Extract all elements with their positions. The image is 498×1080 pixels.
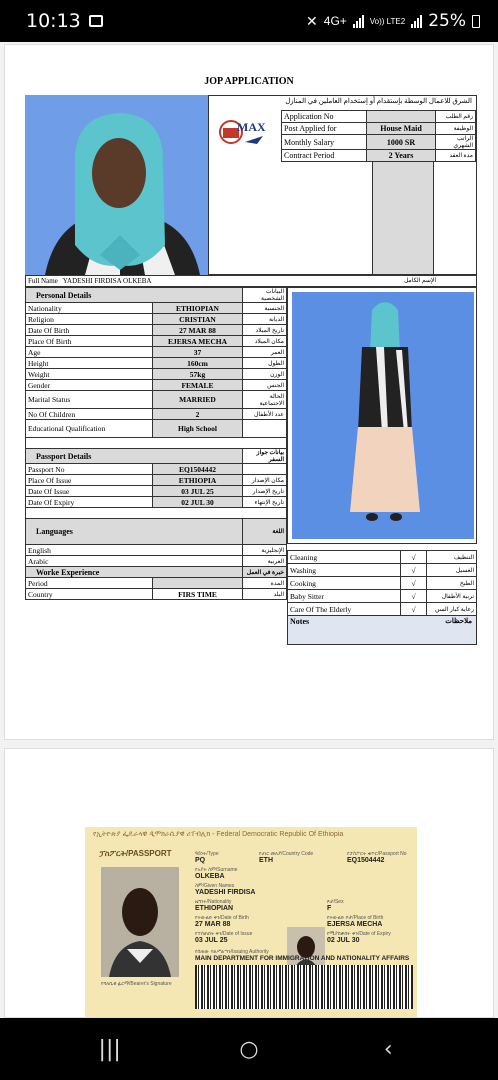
field-label-ar: رقم الطلب bbox=[436, 111, 476, 123]
detail-row bbox=[26, 391, 287, 409]
status-icons bbox=[306, 11, 480, 31]
sex-label: ጾታ/Sex bbox=[327, 899, 344, 905]
detail-label: Date Of Birth bbox=[26, 325, 153, 336]
arabic-header: الشرق للاعمال الوسطة بإستقدام أو إستخدام العاملين في المنازل bbox=[285, 97, 472, 105]
full-body-photo bbox=[287, 287, 477, 544]
navigation-bar bbox=[0, 1018, 498, 1080]
detail-label: Place Of Issue bbox=[26, 475, 153, 486]
detail-label: Marital Status bbox=[26, 391, 153, 409]
spacer-row bbox=[26, 438, 287, 449]
application-table bbox=[281, 110, 476, 162]
detail-row bbox=[26, 358, 287, 369]
detail-value: 37 bbox=[153, 347, 243, 358]
language-label: English bbox=[26, 545, 243, 556]
application-row bbox=[282, 111, 476, 123]
detail-label-ar: تاريخ الإنتهاء bbox=[243, 497, 287, 508]
document-title: JOP APPLICATION bbox=[204, 76, 294, 87]
full-name-label: Full Name bbox=[28, 277, 58, 285]
detail-row bbox=[26, 497, 287, 508]
detail-value: 03 JUL 25 bbox=[153, 486, 243, 497]
detail-label-ar: المدة bbox=[243, 578, 287, 589]
detail-value: 02 JUL 30 bbox=[153, 497, 243, 508]
detail-label-ar: مكان الإصدار bbox=[243, 475, 287, 486]
application-info-box bbox=[208, 95, 477, 275]
detail-value: MARRIED bbox=[153, 391, 243, 409]
personal-details-title-ar: البيانات الشخصية bbox=[243, 288, 287, 303]
full-name-value: YADESHI FIRDISA OLKEBA bbox=[62, 277, 152, 285]
detail-row bbox=[26, 486, 287, 497]
skill-row bbox=[288, 564, 477, 577]
agency-logo bbox=[217, 114, 265, 154]
detail-row bbox=[26, 578, 287, 589]
passport-page[interactable] bbox=[4, 748, 494, 1018]
passport-nationality: ETHIOPIAN bbox=[195, 905, 234, 912]
languages-title: Languages bbox=[26, 519, 243, 545]
detail-row bbox=[26, 380, 287, 391]
status-bar bbox=[0, 0, 498, 42]
detail-value bbox=[153, 578, 243, 589]
section-header bbox=[26, 449, 287, 464]
languages-title-ar: اللغة bbox=[243, 519, 287, 545]
detail-label: Weight bbox=[26, 369, 153, 380]
section-header bbox=[26, 567, 287, 578]
detail-value: FIRS TIME bbox=[153, 589, 243, 600]
skill-label-ar: الطبخ bbox=[427, 577, 477, 590]
notes-label: Notes bbox=[290, 617, 310, 626]
surname-label: የአያት ስም/Surname bbox=[195, 867, 238, 873]
detail-label-ar bbox=[243, 420, 287, 438]
field-label-ar: مدة العقد bbox=[436, 150, 476, 162]
network-type: 4G+ bbox=[323, 14, 347, 28]
passport-doc-label: ፓስፖርት/PASSPORT bbox=[99, 849, 172, 858]
detail-label: Date Of Issue bbox=[26, 486, 153, 497]
skill-label: Baby Sitter bbox=[288, 590, 401, 603]
work-experience-title-ar: خبرة في العمل bbox=[243, 567, 287, 578]
skill-row bbox=[288, 590, 477, 603]
country-code-label: የሀገር መለያ/Country Code bbox=[259, 851, 314, 857]
detail-label-ar: الوزن bbox=[243, 369, 287, 380]
detail-row bbox=[26, 409, 287, 420]
skill-label: Care Of The Elderly bbox=[288, 603, 401, 616]
detail-value: 2 bbox=[153, 409, 243, 420]
passport-details-title: Passport Details bbox=[26, 449, 243, 464]
passport-dob: 27 MAR 88 bbox=[195, 921, 231, 928]
detail-label-ar: البلد bbox=[243, 589, 287, 600]
recent-apps-icon[interactable]: ||| bbox=[98, 1036, 121, 1062]
field-value: 1000 SR bbox=[367, 135, 436, 150]
home-icon[interactable]: ○ bbox=[239, 1036, 259, 1062]
personal-details-title: Personal Details bbox=[26, 288, 243, 303]
detail-label: Place Of Birth bbox=[26, 336, 153, 347]
skill-row bbox=[288, 577, 477, 590]
skill-row bbox=[288, 603, 477, 616]
language-label-ar: الإنجليزية bbox=[243, 545, 287, 556]
field-label-ar: الراتب الشهري bbox=[436, 135, 476, 150]
gallery-notification-icon bbox=[89, 15, 103, 27]
detail-value: 27 MAR 88 bbox=[153, 325, 243, 336]
skill-check: √ bbox=[401, 590, 427, 603]
language-label: Arabic bbox=[26, 556, 243, 567]
detail-value: 57kg bbox=[153, 369, 243, 380]
language-row bbox=[26, 545, 287, 556]
field-value: 2 Years bbox=[367, 150, 436, 162]
application-row bbox=[282, 123, 476, 135]
detail-row bbox=[26, 336, 287, 347]
notes-label-ar: ملاحظات bbox=[445, 617, 472, 625]
detail-label: Date Of Expiry bbox=[26, 497, 153, 508]
skill-label-ar: تربية الأطفال bbox=[427, 590, 477, 603]
detail-label-ar: الطول bbox=[243, 358, 287, 369]
detail-label: Educational Qualification bbox=[26, 420, 153, 438]
section-header bbox=[26, 519, 287, 545]
details-table bbox=[25, 287, 287, 600]
detail-label-ar: مكان الميلاد bbox=[243, 336, 287, 347]
mute-icon: ✕ bbox=[306, 12, 318, 29]
skill-label: Cooking bbox=[288, 577, 401, 590]
field-value bbox=[367, 111, 436, 123]
skill-row bbox=[288, 551, 477, 564]
detail-value: ETHIOPIA bbox=[153, 475, 243, 486]
passport-no-label: የፓስፖርት ቁጥር/Passport No bbox=[347, 851, 407, 857]
passport-authority: MAIN DEPARTMENT FOR IMMIGRATION AND NATIONALITY AFFAIRS bbox=[195, 955, 410, 962]
passport-number: EQ1504442 bbox=[347, 857, 385, 864]
detail-label-ar: العمر bbox=[243, 347, 287, 358]
detail-label: Period bbox=[26, 578, 153, 589]
language-row bbox=[26, 556, 287, 567]
passport-pob: EJERSA MECHA bbox=[327, 921, 383, 928]
full-name-row bbox=[25, 275, 477, 287]
field-label: Contract Period bbox=[282, 150, 367, 162]
expiry-label: የሚያበቃበት ቀን/Date of Expiry bbox=[327, 931, 391, 937]
detail-row bbox=[26, 464, 287, 475]
spacer-row bbox=[26, 508, 287, 519]
nationality-label: ዜግነት/Nationality bbox=[195, 899, 232, 905]
passport-header: የኢትዮጵያ ፌዴራላዊ ዲሞክራሲያዊ ሪፐብሊክ - Federal Democratic Republic Of Ethiopia bbox=[93, 831, 344, 838]
passport-country-code: ETH bbox=[259, 857, 273, 864]
field-label: Application No bbox=[282, 111, 367, 123]
passport-photo bbox=[101, 867, 179, 977]
passport-surname: OLKEBA bbox=[195, 873, 225, 880]
detail-row bbox=[26, 314, 287, 325]
shaded-column bbox=[372, 160, 434, 274]
passport-expiry-date: 02 JUL 30 bbox=[327, 937, 360, 944]
detail-label: Gender bbox=[26, 380, 153, 391]
detail-label-ar: تاريخ الميلاد bbox=[243, 325, 287, 336]
full-name-label-ar: الإسم الكامل bbox=[403, 278, 436, 284]
pob-label: የትውልድ ቦታ/Place of Birth bbox=[327, 915, 384, 921]
skill-label-ar: الغسيل bbox=[427, 564, 477, 577]
passport-issue-date: 03 JUL 25 bbox=[195, 937, 228, 944]
detail-label-ar: تاريخ الإصدار bbox=[243, 486, 287, 497]
skill-label: Washing bbox=[288, 564, 401, 577]
detail-label: Age bbox=[26, 347, 153, 358]
type-label: ዓይነት/Type bbox=[195, 851, 219, 857]
application-page[interactable] bbox=[4, 44, 494, 740]
skills-table bbox=[287, 550, 477, 616]
application-row bbox=[282, 150, 476, 162]
detail-value: 160cm bbox=[153, 358, 243, 369]
machine-readable-zone bbox=[195, 965, 413, 1009]
detail-label: Religion bbox=[26, 314, 153, 325]
detail-label-ar bbox=[243, 464, 287, 475]
passport-sex: F bbox=[327, 905, 332, 912]
signal-icon-2 bbox=[411, 14, 422, 28]
volte-label: Vo)) LTE2 bbox=[369, 16, 406, 26]
detail-value: CRISTIAN bbox=[153, 314, 243, 325]
detail-label: Passport No bbox=[26, 464, 153, 475]
signal-icon bbox=[353, 14, 364, 28]
detail-value: EQ1504442 bbox=[153, 464, 243, 475]
portrait-photo bbox=[25, 95, 208, 275]
detail-label: Nationality bbox=[26, 303, 153, 314]
skill-check: √ bbox=[401, 577, 427, 590]
detail-value: FEMALE bbox=[153, 380, 243, 391]
detail-label-ar: الحالة الاجتماعية bbox=[243, 391, 287, 409]
passport-scan bbox=[85, 827, 417, 1017]
skill-label-ar: رعاية كبار السن bbox=[427, 603, 477, 616]
work-experience-title: Worke Experience bbox=[26, 567, 243, 578]
detail-row bbox=[26, 420, 287, 438]
passport-given-names: YADESHI FIRDISA bbox=[195, 889, 256, 896]
skill-label: Cleaning bbox=[288, 551, 401, 564]
passport-type: PQ bbox=[195, 857, 206, 864]
detail-value: ETHIOPIAN bbox=[153, 303, 243, 314]
detail-label-ar: الديانة bbox=[243, 314, 287, 325]
detail-row bbox=[26, 325, 287, 336]
passport-details-title-ar: بيانات جواز السفر bbox=[243, 449, 287, 464]
dob-label: የትውልድ ቀን/Date of Birth bbox=[195, 915, 249, 921]
skill-label-ar: التنظيف bbox=[427, 551, 477, 564]
detail-value: High School bbox=[153, 420, 243, 438]
detail-row bbox=[26, 347, 287, 358]
skill-check: √ bbox=[401, 551, 427, 564]
detail-label: Country bbox=[26, 589, 153, 600]
application-row bbox=[282, 135, 476, 150]
battery-percent: 25% bbox=[428, 11, 466, 31]
signature-label: የባለቤቱ ፊርማ/Bearer's Signature bbox=[101, 981, 172, 987]
detail-row bbox=[26, 589, 287, 600]
skill-check: √ bbox=[401, 564, 427, 577]
issue-label: የተሰጠበት ቀን/Date of Issue bbox=[195, 931, 253, 937]
detail-label-ar: عدد الأطفال bbox=[243, 409, 287, 420]
detail-row bbox=[26, 303, 287, 314]
detail-row bbox=[26, 369, 287, 380]
field-label-ar: الوظيفة bbox=[436, 123, 476, 135]
field-label: Post Applied for bbox=[282, 123, 367, 135]
clock: 10:13 bbox=[26, 10, 81, 32]
field-label: Monthly Salary bbox=[282, 135, 367, 150]
authority-label: የሰጠው ባለሥልጣን/Issuing Authority bbox=[195, 949, 269, 955]
detail-label-ar: الجنسية bbox=[243, 303, 287, 314]
detail-label-ar: الجنس bbox=[243, 380, 287, 391]
section-header bbox=[26, 288, 287, 303]
logo-text: MAX bbox=[237, 120, 266, 134]
detail-label: No Of Children bbox=[26, 409, 153, 420]
detail-label: Height bbox=[26, 358, 153, 369]
notes-box bbox=[287, 615, 477, 645]
given-names-label: ስም/Given Names bbox=[195, 883, 235, 889]
skill-check: √ bbox=[401, 603, 427, 616]
language-label-ar: العربية bbox=[243, 556, 287, 567]
battery-icon bbox=[472, 15, 480, 28]
detail-row bbox=[26, 475, 287, 486]
field-value: House Maid bbox=[367, 123, 436, 135]
detail-value: EJERSA MECHA bbox=[153, 336, 243, 347]
back-icon[interactable]: ‹ bbox=[383, 1036, 393, 1062]
